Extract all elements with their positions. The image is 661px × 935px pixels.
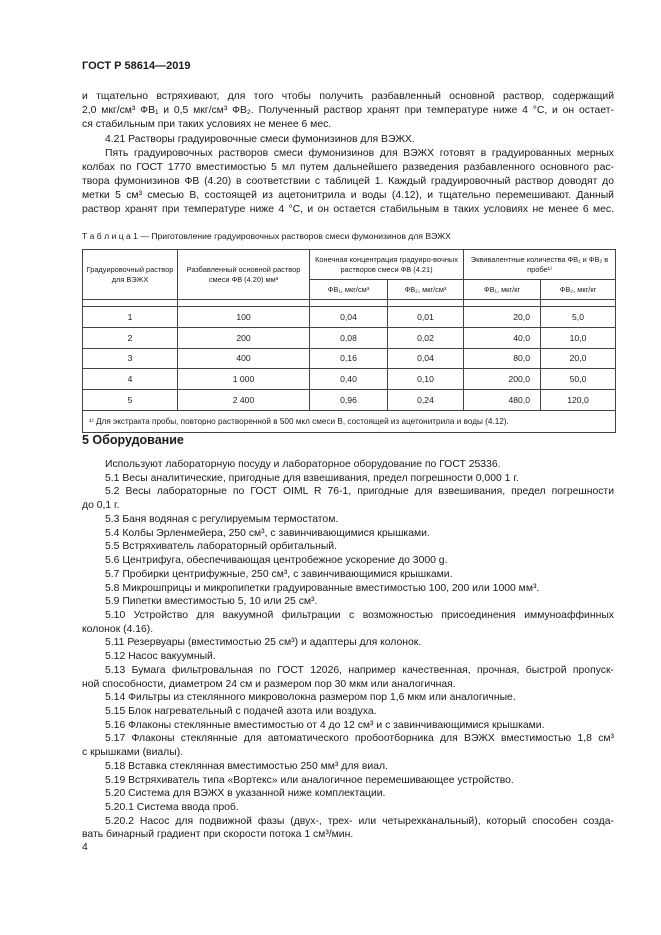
text-line: ной способности, диаметром 24 см и размером пор 30 мкм или аналогичная. bbox=[82, 678, 456, 690]
text-line: и тщательно встряхивают, для того чтобы получить разбавленный основной раствор, содержащий bbox=[82, 91, 614, 102]
text-line: 5.20.1 Система ввода проб. bbox=[105, 802, 239, 813]
table-cell: 0,24 bbox=[388, 390, 464, 411]
table-row bbox=[83, 327, 616, 348]
text-line: 5.8 Микрошприцы и микропипетки градуированные вместимостью 100, 200 или 1000 мм³. bbox=[105, 582, 540, 594]
table-cell: 1 000 bbox=[178, 369, 310, 390]
text-line: 5.15 Блок нагревательный с подачей азота или воздуха. bbox=[105, 706, 377, 717]
text-line: 5.6 Центрифуга, обеспечивающая центробежное ускорение до 3000 g. bbox=[105, 555, 448, 566]
table-caption: Т а б л и ц а 1 — Приготовление градуировочных растворов смеси фумонизинов для ВЭЖХ bbox=[82, 231, 451, 241]
text-line: ся стабильным при таких условиях не менее 6 мес. bbox=[82, 119, 332, 130]
text-line: 5.7 Пробирки центрифужные, 250 см³, с завинчивающимися крышками. bbox=[105, 568, 453, 580]
text-line: раствор хранят при температуре ниже 4 °С, и он остается стабильным в таких условиях не менее 6 мес. bbox=[82, 204, 614, 215]
text-line: вать бинарный градиент при скорости потока 1 см³/мин. bbox=[82, 829, 354, 841]
table-cell: 2 bbox=[83, 327, 178, 348]
table-cell: 400 bbox=[178, 348, 310, 369]
text-line: с крышками (виалы). bbox=[82, 747, 184, 759]
text-line: 5.17 Флаконы стеклянные для автоматического пробоотборника для ВЭЖХ вместимостью 1,8 см³ bbox=[105, 733, 614, 745]
table-cell: 0,01 bbox=[388, 307, 464, 328]
header-fb2-amount: ФВ₂, мкг/кг bbox=[541, 280, 616, 300]
table-cell: 5,0 bbox=[541, 307, 616, 328]
table-cell: 50,0 bbox=[541, 369, 616, 390]
table-cell: 200,0 bbox=[464, 369, 541, 390]
table-cell: 0,04 bbox=[388, 348, 464, 369]
table-cell: 10,0 bbox=[541, 327, 616, 348]
header-equivalent-amounts: Эквивалентные количества ФВ₁ и ФВ₂ в пробе¹⁾ bbox=[464, 250, 616, 280]
table-cell: 100 bbox=[178, 307, 310, 328]
text-line: 5.18 Вставка стеклянная вместимостью 250 мм³ для виал. bbox=[105, 760, 388, 772]
text-line: 5.1 Весы аналитические, пригодные для взвешивания, предел погрешности 0,000 1 г. bbox=[105, 472, 519, 484]
text-line: 5.20 Система для ВЭЖХ в указанной ниже комплектации. bbox=[105, 788, 386, 800]
table-cell: 0,16 bbox=[310, 348, 388, 369]
table-cell: 480,0 bbox=[464, 390, 541, 411]
table-cell: 80,0 bbox=[464, 348, 541, 369]
text-line: 5.16 Флаконы стеклянные вместимостью от 4 до 12 см³ и с завинчивающимися крышками. bbox=[105, 719, 545, 731]
table-cell: 20,0 bbox=[464, 307, 541, 328]
text-line: 5.10 Устройство для вакуумной фильтрации с возможностью присоединения иммуноаффинных bbox=[105, 609, 614, 621]
text-line: 5.2 Весы лабораторные по ГОСТ OIML R 76-1, пригодные для взвешивания, предел погрешности bbox=[105, 486, 614, 498]
table-cell: 3 bbox=[83, 348, 178, 369]
text-line: 5.4 Колбы Эрленмейера, 250 см³, с завинчивающимися крышками. bbox=[105, 527, 430, 539]
text-line: 2,0 мкг/см³ ФВ₁ и 0,5 мкг/см³ ФВ₂. Полученный раствор хранят при температуре ниже 4 °С, и он остает- bbox=[82, 105, 614, 116]
text-line: Пять градуировочных растворов смеси фумонизинов для ВЭЖХ готовят в градуированных мерных bbox=[105, 148, 614, 159]
table-cell: 0,96 bbox=[310, 390, 388, 411]
table-cell: 0,02 bbox=[388, 327, 464, 348]
table-row bbox=[83, 369, 616, 390]
text-line: 5.5 Встряхиватель лабораторный орбитальный. bbox=[105, 541, 338, 553]
text-line: до 0,1 г. bbox=[82, 500, 120, 512]
table-cell: 0,04 bbox=[310, 307, 388, 328]
text-line: 5.9 Пипетки вместимостью 5, 10 или 25 см³. bbox=[105, 596, 318, 608]
header-calibration-solution: Градуировочный раствор для ВЭЖХ bbox=[83, 250, 178, 300]
table-cell: 120,0 bbox=[541, 390, 616, 411]
text-line: колонок (4.16). bbox=[82, 623, 154, 635]
table-cell: 200 bbox=[178, 327, 310, 348]
table-cell: 20,0 bbox=[541, 348, 616, 369]
table-cell: 4 bbox=[83, 369, 178, 390]
table-cell: 1 bbox=[83, 307, 178, 328]
table-cell: 2 400 bbox=[178, 390, 310, 411]
text-line: колбах по ГОСТ 1770 вместимостью 5 мл путем дальнейшего разведения разбавленного основного рас- bbox=[82, 162, 614, 173]
text-line: 5.14 Фильтры из стеклянного микроволокна размером пор 1,6 мкм или аналогичные. bbox=[105, 692, 516, 704]
table-footnote: ¹⁾ Для экстракта пробы, повторно растворенной в 500 мкл смеси В, состоящей из ацетонитрила и воды (4.12). bbox=[83, 410, 616, 432]
header-fb1-amount: ФВ₁, мкг/кг bbox=[464, 280, 541, 300]
text-line: 5.20.2 Насос для подвижной фазы (двух-, трех- или четырехканальный), который способен созда- bbox=[105, 815, 614, 827]
section-title: 5 Оборудование bbox=[82, 433, 184, 447]
page-number: 4 bbox=[82, 842, 88, 853]
text-line: 5.3 Баня водяная с регулируемым термостатом. bbox=[105, 513, 339, 525]
document-header: ГОСТ Р 58614—2019 bbox=[82, 60, 191, 72]
header-fb2-concentration: ФВ₂, мкг/см³ bbox=[388, 280, 464, 300]
text-line: метки 5 см³ смесью В, состоящей из ацетонитрила и воды (4.12), и тщательно перемешивают. Данный bbox=[82, 190, 614, 201]
table-cell: 40,0 bbox=[464, 327, 541, 348]
calibration-table bbox=[82, 249, 616, 433]
table-row bbox=[83, 307, 616, 328]
text-line: Используют лабораторную посуду и лабораторное оборудование по ГОСТ 25336. bbox=[105, 459, 501, 470]
header-stock-volume: Разбавленный основной раствор смеси ФВ (4.20) мм³ bbox=[178, 250, 310, 300]
header-final-concentration: Конечная концентрация градуиро-вочных растворов смеси ФВ (4.21) bbox=[310, 250, 464, 280]
text-line: 5.12 Насос вакуумный. bbox=[105, 651, 216, 663]
table-cell: 0,10 bbox=[388, 369, 464, 390]
table-row bbox=[83, 348, 616, 369]
text-line: 5.19 Встряхиватель типа «Вортекс» или аналогичное перемешивающее устройство. bbox=[105, 774, 514, 786]
text-line: твора фумонизинов ФВ (4.20) в соответствии с таблицей 1. Каждый градуировочный раствор доводят до bbox=[82, 176, 614, 187]
table-cell: 0,08 bbox=[310, 327, 388, 348]
clause-title: 4.21 Растворы градуировочные смеси фумонизинов для ВЭЖХ. bbox=[105, 134, 415, 145]
text-line: 5.13 Бумага фильтровальная по ГОСТ 12026, например качественная, прочная, быстрой пропуск- bbox=[105, 664, 614, 676]
text-line: 5.11 Резервуары (вместимостью 25 см³) и адаптеры для колонок. bbox=[105, 637, 422, 649]
table-row bbox=[83, 390, 616, 411]
table-cell: 0,40 bbox=[310, 369, 388, 390]
header-fb1-concentration: ФВ₁, мкг/см³ bbox=[310, 280, 388, 300]
table-cell: 5 bbox=[83, 390, 178, 411]
